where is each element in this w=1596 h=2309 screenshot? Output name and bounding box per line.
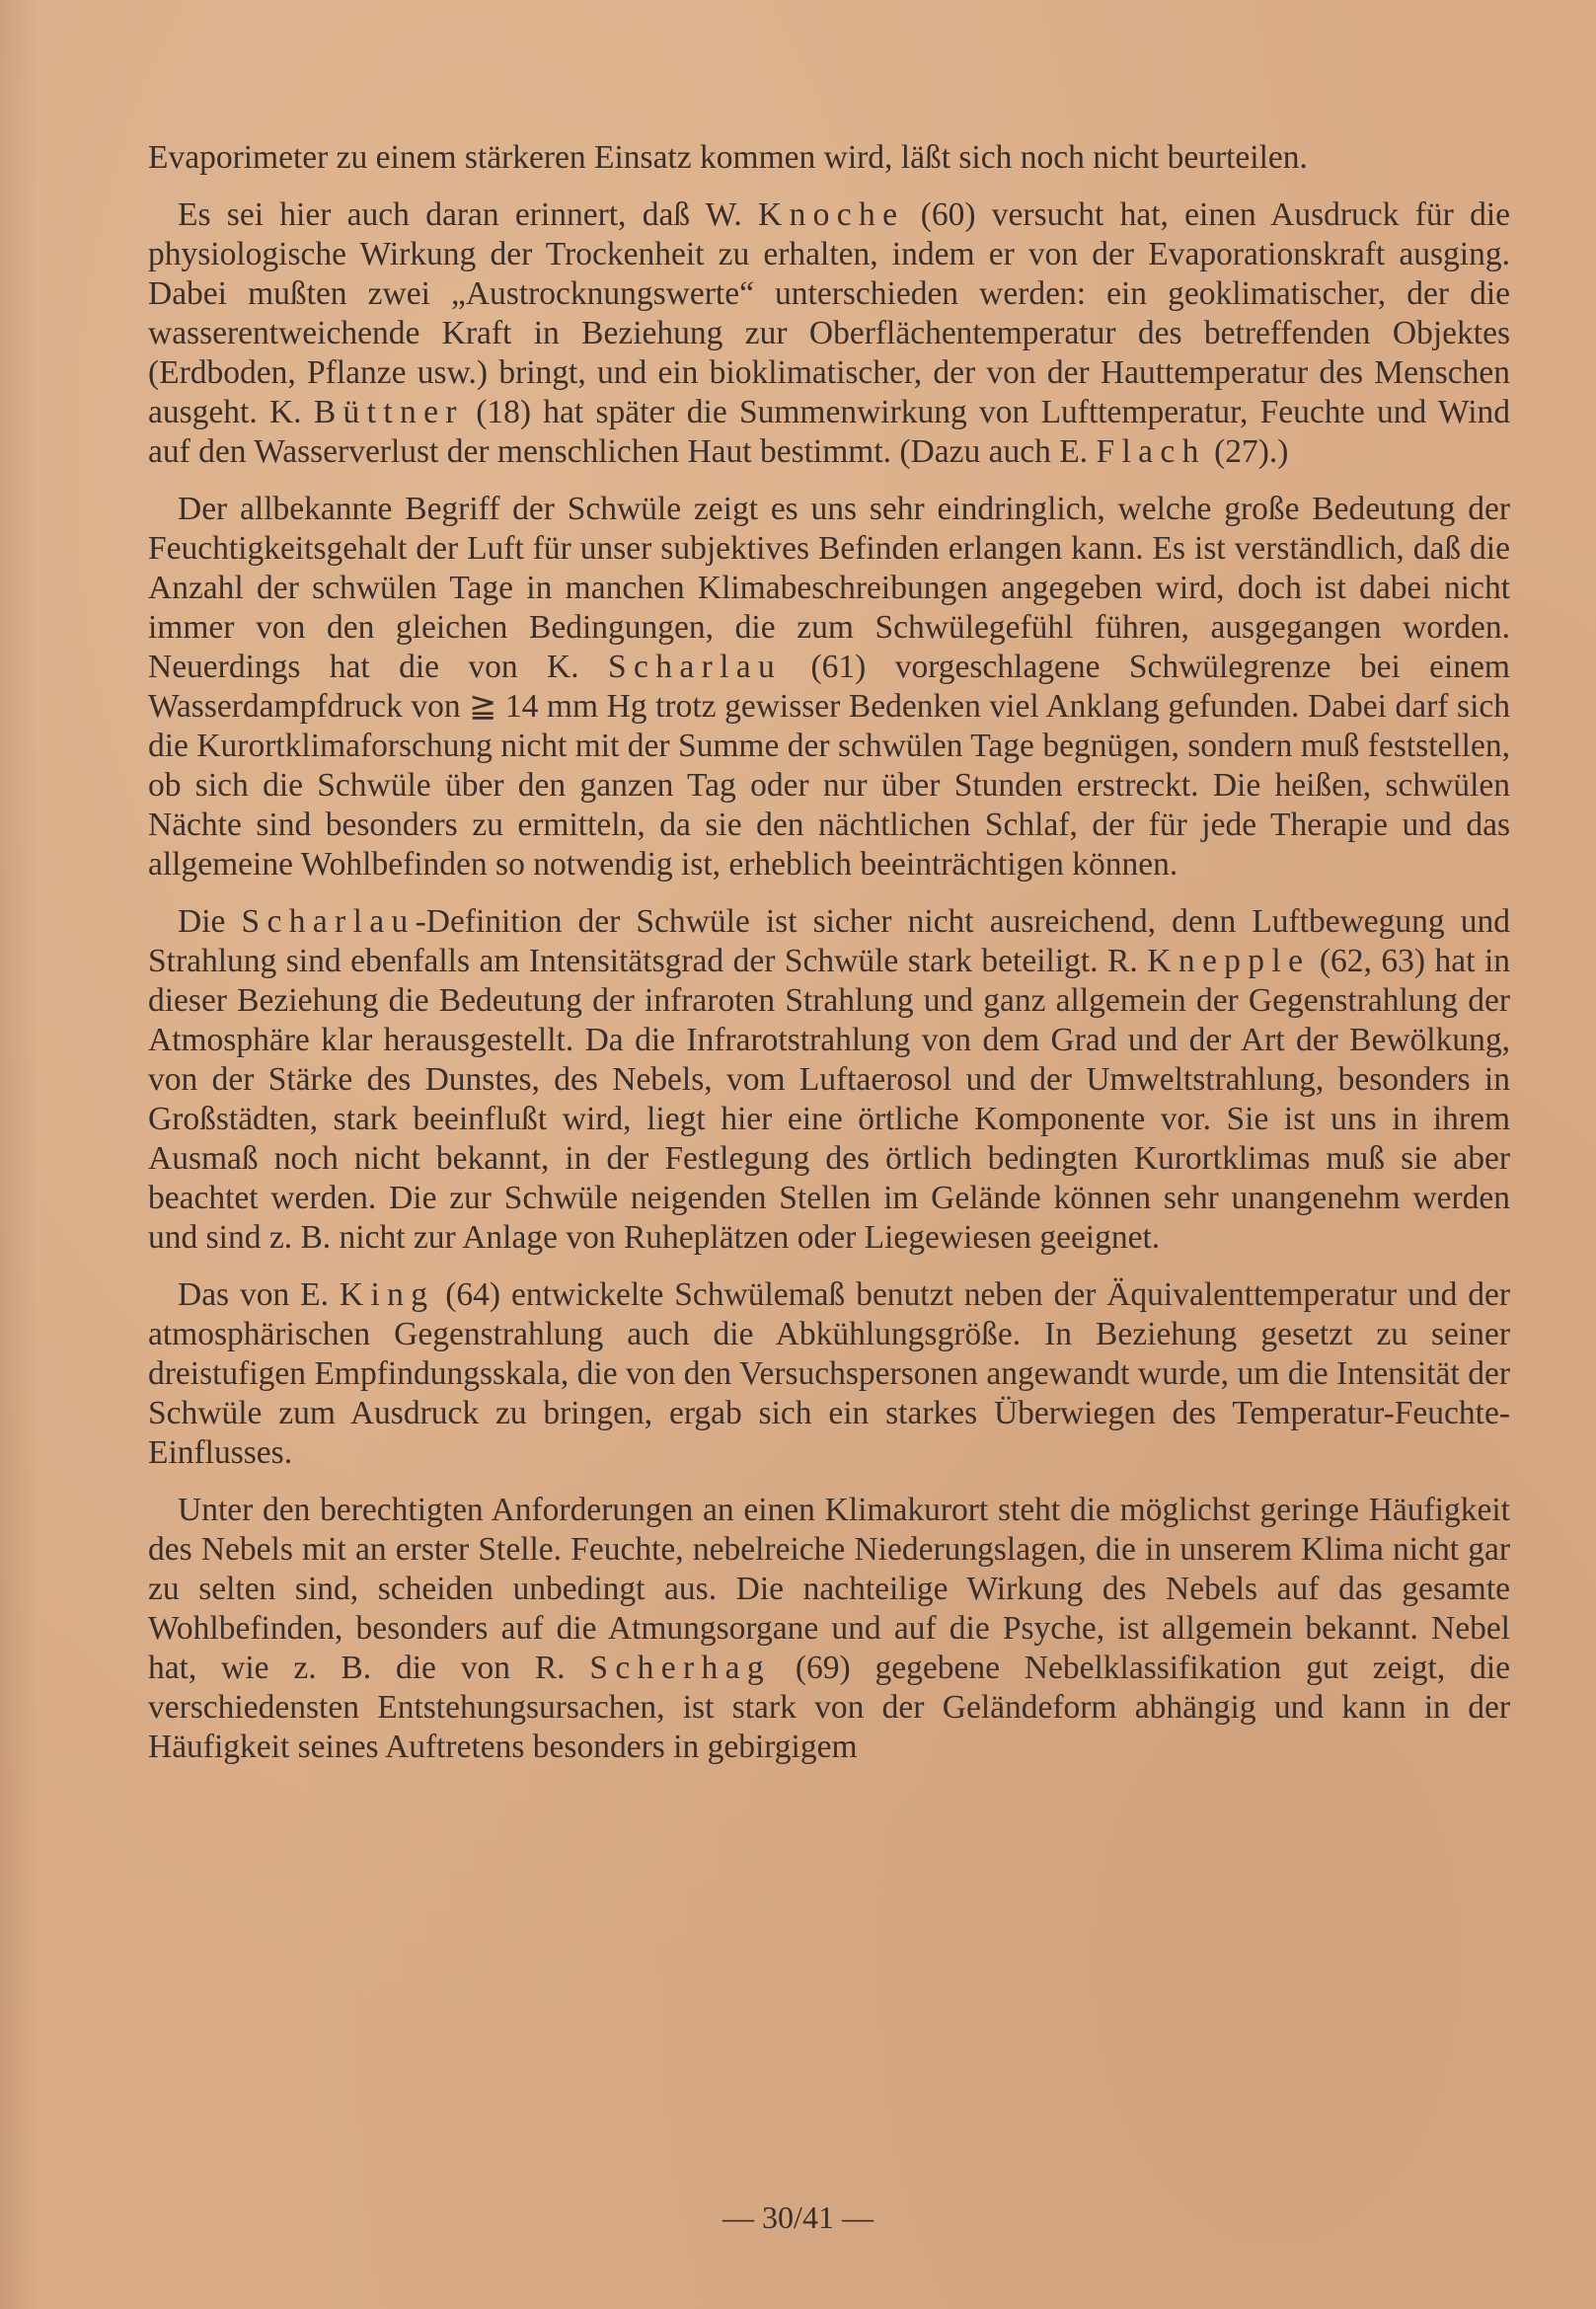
- paragraph-6-text-b: (69) gegebene Nebelklassifikation gut zeigt, die verschiedensten Entstehungsursachen, ist stark von der Geländeform abhängig und kann in der Häufigkeit seines Auftretens besonders in gebirgigem: [148, 1650, 1511, 1765]
- paragraph-2-text-d: (27).): [1205, 433, 1289, 470]
- paragraph-6: [148, 1491, 1510, 1767]
- paragraph-3-text-b: (61) vorgeschlagene Schwülegrenze bei einem Wasserdampfdruck von ≧ 14 mm Hg trotz gewisser Bedenken viel Anklang gefunden. Dabei darf sich die Kurortklimaforschung nicht mit der Summe der schwülen Tage begnügen, sondern muß feststellen, ob sich die Schwüle über den ganzen Tag oder nur über Stunden erstreckt. Die heißen, schwülen Nächte sind besonders zu ermitteln, da sie den nächtlichen Schlaf, der für jede Therapie und das allgemeine Wohlbefinden so notwendig ist, erheblich beeinträchtigen können.: [148, 649, 1510, 883]
- paragraph-3-text-a: Der allbekannte Begriff der Schwüle zeigt es uns sehr eindringlich, welche große Bedeutung der Feuchtigkeitsgehalt der Luft für unser subjektives Befinden erlangen kann. Es ist verständlich, daß die Anzahl der schwülen Tage in manchen Klimabeschreibungen angegeben wird, doch ist dabei nicht immer von den gleichen Bedingungen, die zum Schwülegefühl führen, ausgegangen worden. Neuerdings hat die von K.: [148, 491, 1510, 685]
- paragraph-5: [148, 1275, 1510, 1473]
- paragraph-6-text-a: Unter den berechtigten Anforderungen an einen Klimakurort steht die möglichst geringe Häufigkeit des Nebels mit an erster Stelle. Feuchte, nebelreiche Niederungslagen, die in unserem Klima nicht gar zu selten sind, scheiden unbedingt aus. Die nachteilige Wirkung des Nebels auf das gesamte Wohlbefinden, besonders auf die Atmungsorgane und auf die Psyche, ist allgemein bekannt. Nebel hat, wie z. B. die von R.: [148, 1492, 1510, 1686]
- paragraph-2-text-b: (60) versucht hat, einen Ausdruck für die physiologische Wirkung der Trockenheit zu erhalten, indem er von der Evaporationskraft ausging. Dabei mußten zwei „Austrocknungswerte“ unterschieden werden: ein geoklimatischer, der die wasserentweichende Kraft in Beziehung zur Oberflächentemperatur des betreffenden Objektes (Erdboden, Pflanze usw.) bringt, und ein bioklimatischer, der von der Hauttemperatur des Menschen ausgeht. K.: [148, 196, 1510, 430]
- author-name-scherhag: Scherhag: [589, 1650, 771, 1686]
- author-name-scharlau-2: Scharlau: [241, 903, 416, 940]
- paragraph-2: [148, 195, 1510, 472]
- paragraph-2-text-a: Es sei hier auch daran erinnert, daß W.: [178, 196, 758, 233]
- page-number: — 30/41 —: [722, 2199, 874, 2235]
- paragraph-3: [148, 490, 1510, 885]
- paragraph-4-text-a: Die: [178, 903, 242, 940]
- document-page: [148, 138, 1510, 2290]
- paragraph-5-text-a: Das von E.: [178, 1276, 340, 1313]
- author-name-knepple: Knepple: [1147, 943, 1311, 979]
- author-name-knoche: Knoche: [758, 196, 905, 233]
- paragraph-4: [148, 902, 1510, 1258]
- author-name-flach: Flach: [1096, 433, 1206, 470]
- author-name-scharlau: Scharlau: [607, 649, 783, 685]
- author-name-buettner: Büttner: [313, 394, 464, 430]
- paragraph-2-text-c: (18) hat später die Summenwirkung von Lufttemperatur, Feuchte und Wind auf den Wasserverlust der menschlichen Haut bestimmt. (Dazu auch E.: [148, 394, 1510, 470]
- author-name-king: King: [339, 1276, 435, 1313]
- paragraph-4-text-b: -Definition der Schwüle ist sicher nicht ausreichend, denn Luftbewegung und Strahlung sind ebenfalls am Intensitätsgrad der Schwüle stark beteiligt. R.: [148, 903, 1510, 979]
- paragraph-1: [148, 138, 1510, 178]
- paragraph-4-text-c: (62, 63) hat in dieser Beziehung die Bedeutung der infraroten Strahlung und ganz allgemein der Gegenstrahlung der Atmosphäre klar herausgestellt. Da die Infrarotstrahlung von dem Grad und der Art der Bewölkung, von der Stärke des Dunstes, des Nebels, vom Luftaerosol und der Umweltstrahlung, besonders in Großstädten, stark beeinflußt wird, liegt hier eine örtliche Komponente vor. Sie ist uns in ihrem Ausmaß noch nicht bekannt, in der Festlegung des örtlich bedingten Kurortklimas muß sie aber beachtet werden. Die zur Schwüle neigenden Stellen im Gelände können sehr unangenehm werden und sind z. B. nicht zur Anlage von Ruheplätzen oder Liegewiesen geeignet.: [148, 943, 1510, 1256]
- paragraph-1-text: Evaporimeter zu einem stärkeren Einsatz kommen wird, läßt sich noch nicht beurteilen.: [148, 139, 1308, 176]
- paragraph-5-text-b: (64) entwickelte Schwülemaß benutzt neben der Äquivalenttemperatur und der atmosphärischen Gegenstrahlung auch die Abkühlungsgröße. In Beziehung gesetzt zu seiner dreistufigen Empfindungsskala, die von den Versuchspersonen angewandt wurde, um die Intensität der Schwüle zum Ausdruck zu bringen, ergab sich ein starkes Überwiegen des Temperatur-Feuchte-Einflusses.: [148, 1276, 1510, 1471]
